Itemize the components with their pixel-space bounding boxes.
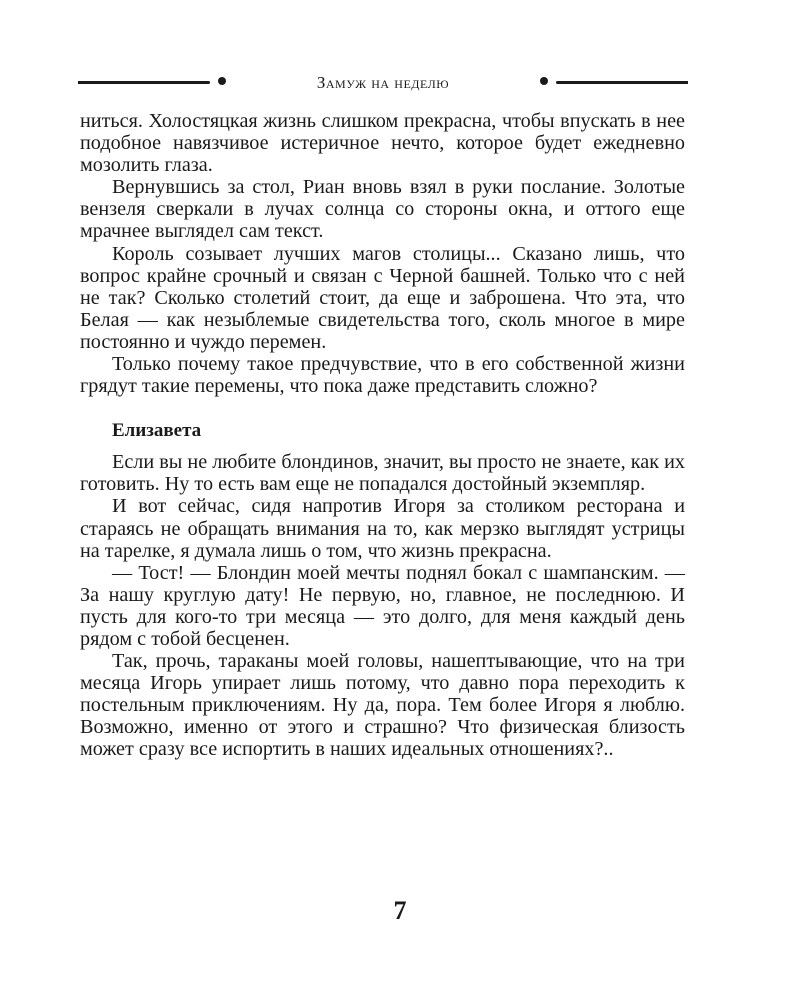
- paragraph: Вернувшись за стол, Риан вновь взял в руки послание. Золотые вензеля сверкали в лучах солнца со стороны окна, и оттого еще мрачнее выглядел сам текст.: [80, 176, 685, 243]
- right-ornament-dot: [540, 77, 548, 85]
- right-ornament-rule: [556, 81, 688, 84]
- paragraph: — Тост! — Блондин моей мечты поднял бокал с шампанским. — За нашу круглую дату! Не первую, но, главное, не последнюю. И пусть для кого-то три месяца — это долго, для меня каждый день рядом с тобой бесценен.: [80, 561, 685, 650]
- page-body: [80, 110, 685, 761]
- section-heading: Елизавета: [112, 420, 202, 442]
- paragraph: Только почему такое предчувствие, что в его собственной жизни грядут такие перемены, что пока даже представить сложно?: [80, 353, 685, 398]
- paragraph: Король созывает лучших магов столицы... Сказано лишь, что вопрос крайне срочный и связан с Черной башней. Только что с ней не так? Сколько столетий стоит, да еще и заброшена. Что эта, что Белая — как незыблемые свидетельства того, сколь многое в мире постоянно и чуждо перемен.: [80, 242, 685, 353]
- running-title: Замуж на неделю: [316, 73, 450, 92]
- running-header: [78, 70, 688, 96]
- paragraph: Если вы не любите блондинов, значит, вы просто не знаете, как их готовить. Ну то есть вам еще не попадался достойный экземпляр.: [80, 451, 685, 496]
- paragraph: ниться. Холостяцкая жизнь слишком прекрасна, чтобы впускать в нее подобное навязчивое истеричное нечто, которое будет ежедневно мозолить глаза.: [80, 110, 685, 177]
- paragraph: И вот сейчас, сидя напротив Игоря за столиком ресторана и стараясь не обращать внимания на то, как мерзко выглядят устрицы на тарелке, я думала лишь о том, что жизнь прекрасна.: [80, 495, 685, 562]
- paragraph: Так, прочь, тараканы моей головы, нашептывающие, что на три месяца Игорь упирает лишь потому, что давно пора переходить к постельным приключениям. Ну да, пора. Тем более Игоря я люблю. Возможно, именно от этого и страшно? Что физическая близость может сразу все испортить в наших идеальных отношениях?..: [80, 650, 685, 761]
- page-number: 7: [393, 896, 407, 925]
